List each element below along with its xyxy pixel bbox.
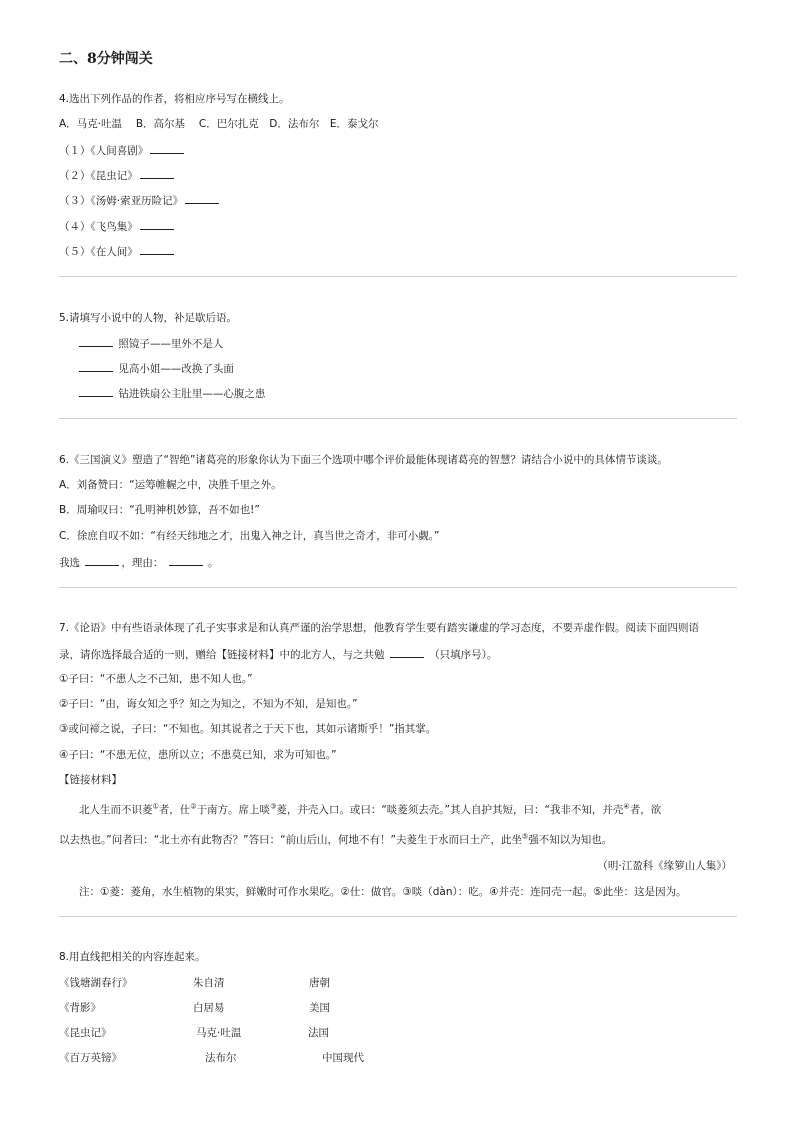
q7-stem-text: 录，请你选择最合适的一则，赠给【链接材料】中的北方人，与之共勉	[59, 649, 385, 661]
q8-col1-item[interactable]: 《钱塘湖春行》	[59, 977, 133, 989]
q7-source: （明·江盈科《缘箩山人集》）	[597, 860, 732, 872]
footnote-mark: ③	[270, 802, 277, 811]
q6-option-c: C．徐庶自叹不如：“有经天纬地之才，出鬼入神之计，真当世之奇才，非可小觑。”	[59, 530, 440, 542]
q4-item-3	[59, 193, 221, 208]
divider	[59, 418, 737, 419]
q7-quote-4: ④子曰：“不患无位，患所以立；不患莫已知，求为可知也。”	[59, 749, 337, 761]
q7-material-line-1	[79, 803, 661, 817]
q4-answer-blank-2[interactable]	[140, 168, 174, 179]
q6-option-a: A．刘备赞曰：“运筹帷幄之中，决胜千里之外。	[59, 479, 282, 491]
q6-answer-prefix: 我选	[59, 557, 80, 569]
q8-col2-item[interactable]: 白居易	[193, 1002, 225, 1014]
q5-answer-blank-2[interactable]	[79, 361, 113, 372]
material-text: 以去热也。”问者曰：“北土亦有此物否？”答曰：“前山后山，何地不有！”夫菱生于水而曰土产，此坐	[59, 834, 522, 846]
q6-answer-line	[59, 555, 219, 570]
footnote-mark: ④	[623, 802, 630, 811]
q8-col1-item[interactable]: 《昆虫记》	[59, 1027, 112, 1039]
q5-item-3-text: 钻进铁扇公主肚里——心腹之患	[118, 388, 266, 400]
q4-item-3-text: （３）《汤姆·索亚历险记》	[59, 195, 184, 207]
q8-col2-item[interactable]: 法布尔	[205, 1052, 237, 1064]
q6-answer-mid: ，理由：	[121, 557, 164, 569]
section-title: 二、8分钟闯关	[59, 51, 153, 67]
divider	[59, 587, 737, 588]
material-text: 者，欲	[629, 804, 662, 816]
q6-choice-blank[interactable]	[85, 555, 119, 566]
q5-item-2-text: 见高小姐——改换了头面	[118, 363, 234, 375]
q4-item-4	[59, 219, 176, 234]
q8-col3-item[interactable]: 中国现代	[322, 1052, 364, 1064]
footnote-mark: ②	[190, 802, 197, 811]
q5-answer-blank-3[interactable]	[79, 386, 113, 397]
q6-option-b: B．周瑜叹曰：“孔明神机妙算，吾不如也!”	[59, 504, 260, 516]
q4-answer-blank-1[interactable]	[150, 143, 184, 154]
q5-item-1-text: 照镜子——里外不是人	[118, 338, 224, 350]
q6-reason-blank[interactable]	[169, 555, 203, 566]
material-text: 强不知以为知也。	[528, 834, 613, 846]
q8-col3-item[interactable]: 法国	[308, 1027, 329, 1039]
q7-material-label: 【链接材料】	[59, 774, 122, 786]
q4-item-5	[59, 244, 176, 259]
footnote-mark: ①	[152, 802, 159, 811]
material-text: 于南方。席上啖	[196, 804, 271, 816]
q4-item-5-text: （５）《在人间》	[59, 246, 138, 258]
material-text: 菱，并壳入口。或曰：“啖菱须去壳。”其人自护其短，曰：“我非不知，并壳	[276, 804, 624, 816]
q8-col3-item[interactable]: 美国	[309, 1002, 330, 1014]
material-text: 者，仕	[158, 804, 191, 816]
q7-note: 注：①菱：菱角，水生植物的果实，鲜嫩时可作水果吃。②仕：做官。③啖（dàn）：吃。④并壳：连同壳一起。⑤此坐：这是因为。	[79, 886, 687, 898]
q7-quote-1: ①子曰：“不患人之不己知，患不知人也。”	[59, 673, 253, 685]
footnote-mark: ⑤	[521, 832, 529, 841]
q4-answer-blank-3[interactable]	[185, 193, 219, 204]
q5-answer-blank-1[interactable]	[79, 336, 113, 347]
q4-options: A．马克·吐温 B．高尔基 C．巴尔扎克 D．法布尔 E．泰戈尔	[59, 118, 379, 130]
q4-item-1	[59, 143, 186, 158]
q7-stem-suffix: （只填序号）。	[429, 649, 498, 661]
q4-item-1-text: （１）《人间喜剧》	[59, 145, 149, 157]
divider	[59, 916, 737, 917]
q6-stem: 6.《三国演义》塑造了“智绝”诸葛亮的形象你认为下面三个选项中哪个评价最能体现诸葛亮的智慧？请结合小说中的具体情节谈谈。	[59, 454, 668, 466]
q6-answer-end: 。	[208, 557, 219, 569]
q8-col2-item[interactable]: 马克·吐温	[196, 1027, 242, 1039]
q7-material-line-2	[59, 833, 612, 847]
q4-item-2	[59, 168, 176, 183]
q4-item-4-text: （４）《飞鸟集》	[59, 221, 138, 233]
q7-answer-blank[interactable]	[390, 647, 424, 658]
q7-stem-line-2	[59, 647, 497, 662]
q7-quote-2: ②子曰：“由，诲女知之乎？知之为知之，不知为不知，是知也。”	[59, 698, 358, 710]
q4-stem: 4.选出下列作品的作者，将相应序号写在横线上。	[59, 93, 290, 105]
q8-col3-item[interactable]: 唐朝	[309, 977, 330, 989]
q5-item-3	[77, 386, 265, 401]
q7-quote-3: ③或问禘之说，子曰：“不知也。知其说者之于天下也，其如示诸斯乎！”指其掌。	[59, 723, 437, 735]
q8-col1-item[interactable]: 《百万英镑》	[59, 1052, 122, 1064]
q4-item-2-text: （２）《昆虫记》	[59, 170, 138, 182]
q7-stem-line-1: 7.《论语》中有些语录体现了孔子实事求是和认真严谨的治学思想，他教育学生要有踏实谦虚的学习态度，不要弄虚作假。阅读下面四则语	[59, 622, 700, 634]
q8-col2-item[interactable]: 朱自清	[193, 977, 225, 989]
q5-item-2	[77, 361, 234, 376]
q4-answer-blank-4[interactable]	[140, 219, 174, 230]
q8-col1-item[interactable]: 《背影》	[59, 1002, 101, 1014]
divider	[59, 276, 737, 277]
q5-stem: 5.请填写小说中的人物，补足歇后语。	[59, 312, 238, 324]
q5-item-1	[77, 336, 223, 351]
q8-stem: 8.用直线把相关的内容连起来。	[59, 951, 206, 963]
q4-answer-blank-5[interactable]	[140, 244, 174, 255]
material-text: 北人生而不识菱	[79, 804, 153, 816]
